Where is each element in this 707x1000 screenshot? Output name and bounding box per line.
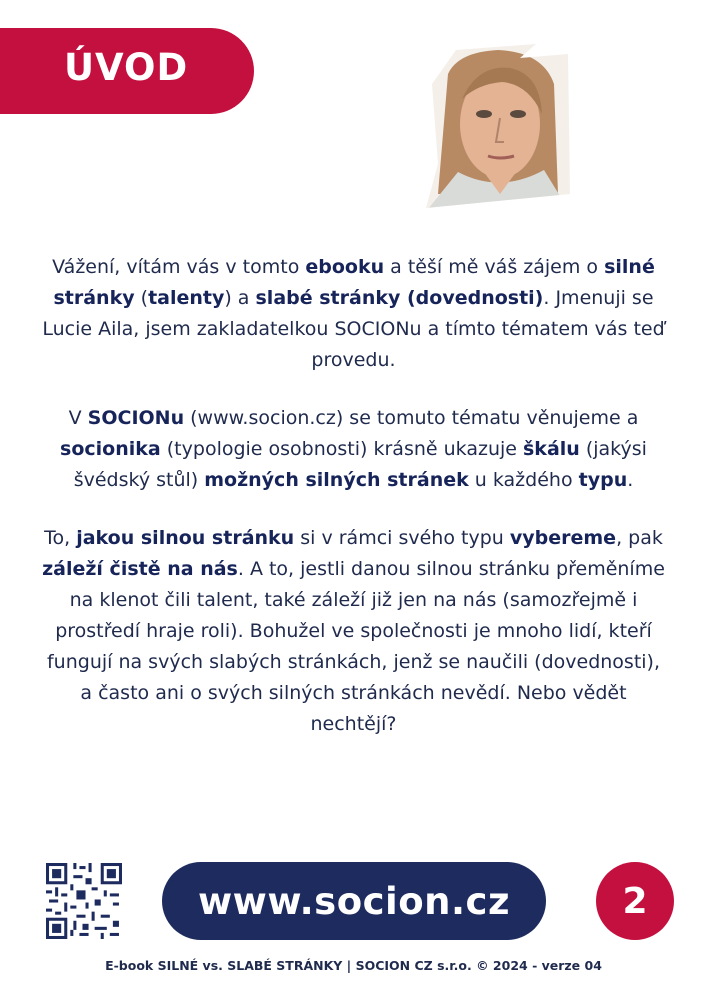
paragraph-strengths: To, jakou silnou stránku si v rámci svého typu vybereme, pak záleží čistě na nás. A to, jestli danou silnou stránku přeměníme na klenot čili talent, také záleží již jen na nás (samozřejmě i prostředí hraje roli). Bohužel ve společnosti je mnoho lidí, kteří fungují na svých slabých stránkách, jenž se naučili (dovednosti), a často ani o svých silných stránkách nevědí. Nebo vědět nechtějí? (42, 527, 665, 735)
footer-text: E-book SILNÉ vs. SLABÉ STRÁNKY | SOCION CZ s.r.o. © 2024 - verze 04 (105, 958, 602, 973)
author-portrait (418, 44, 578, 209)
qr-code-icon[interactable] (46, 863, 122, 939)
heading-tab (0, 28, 254, 114)
page-number-badge (596, 862, 674, 940)
paragraph-socion: V SOCIONu (www.socion.cz) se tomuto tématu věnujeme a socionika (typologie osobnosti) krásně ukazuje škálu (jakýsi švédský stůl) možných silných stránek u každého typu. (60, 407, 647, 491)
intro-text (40, 252, 667, 740)
paragraph-greeting: Vážení, vítám vás v tomto ebooku a těší mě váš zájem o silné stránky (talenty) a slabé stránky (dovednosti). Jmenuji se Lucie Aila, jsem zakladatelkou SOCIONu a tímto tématem vás teď provedu. (42, 256, 665, 371)
website-link[interactable]: www.socion.cz (197, 879, 511, 923)
website-button[interactable] (162, 862, 546, 940)
page-title: ÚVOD (64, 46, 189, 89)
page-number: 2 (622, 880, 648, 922)
